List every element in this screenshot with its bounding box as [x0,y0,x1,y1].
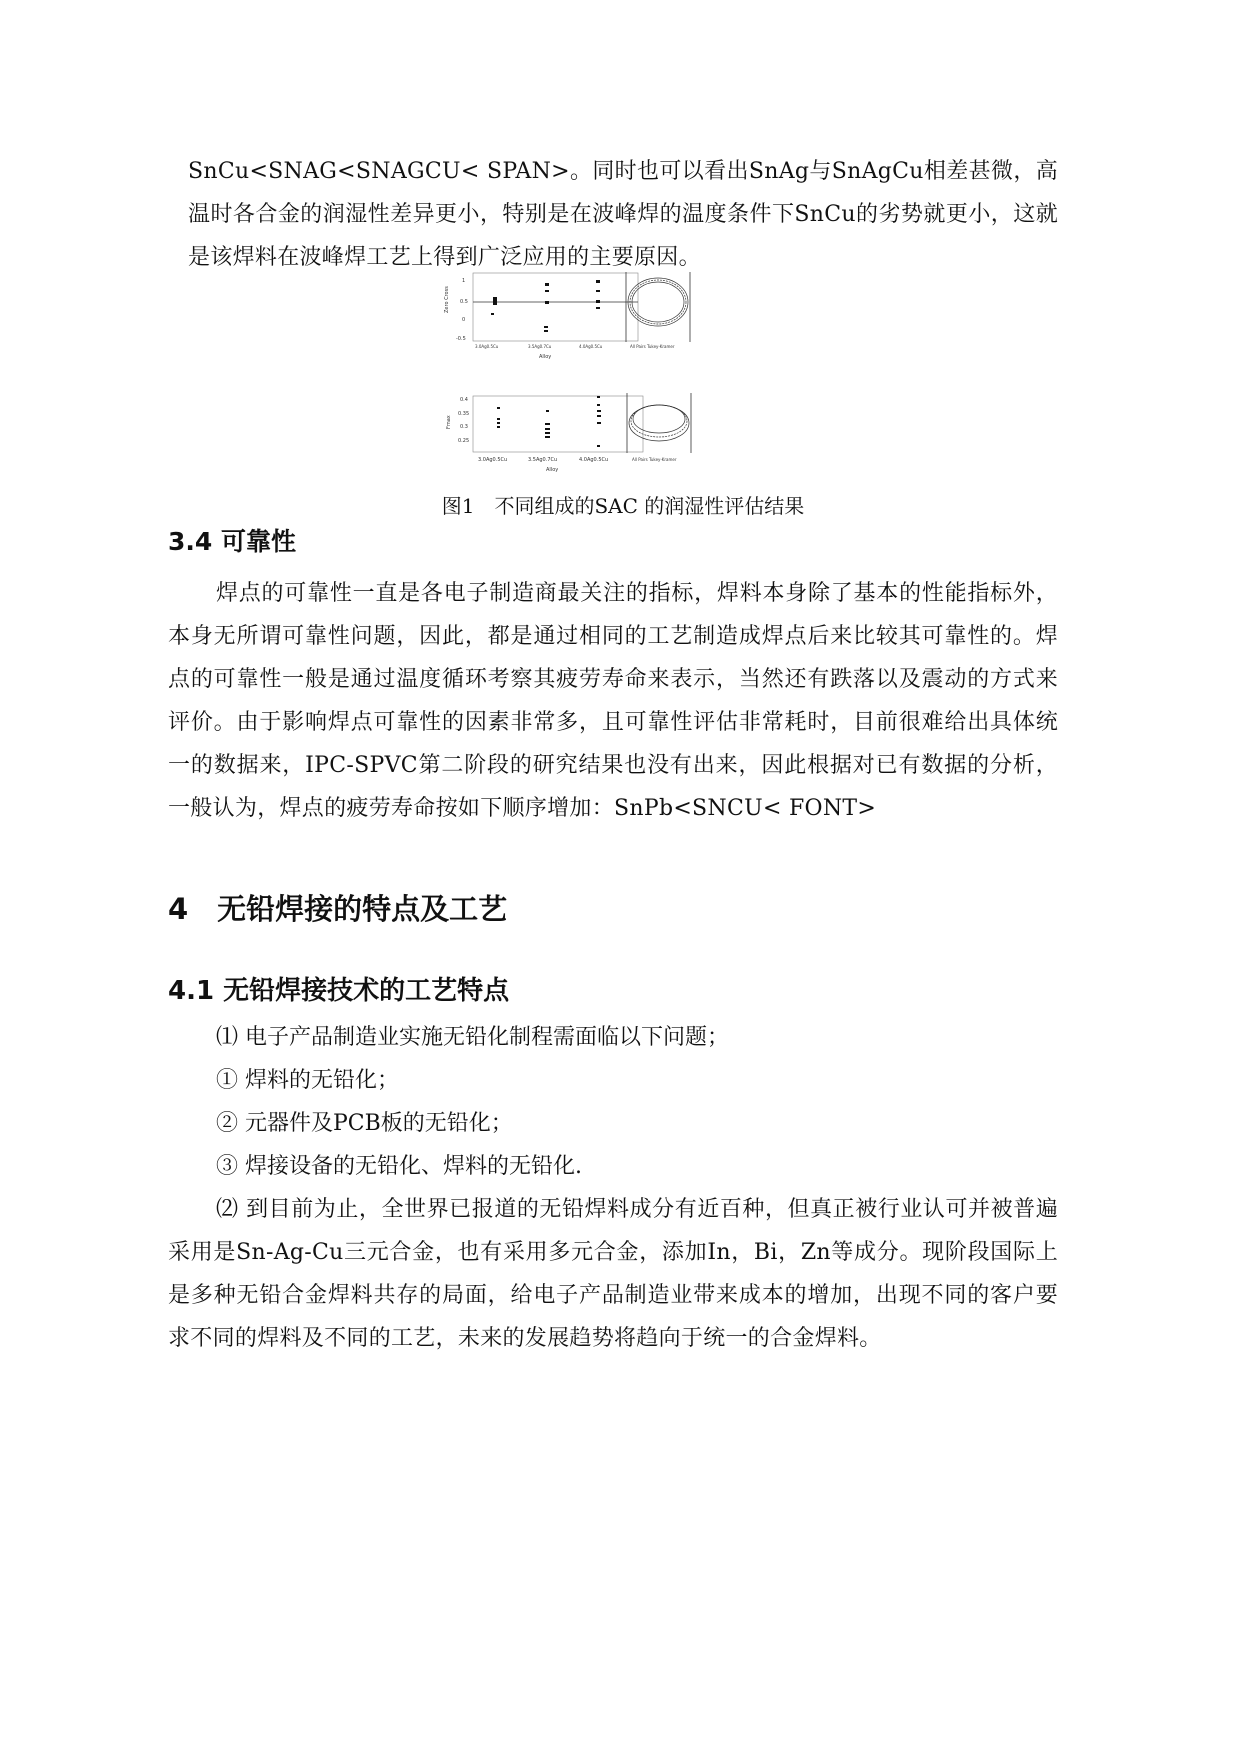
bottom-legend: All Pairs Tukey-Kramer [632,457,677,462]
bottom-ytick-3: 0.3 [460,424,468,430]
top-ylabel: Zero Cross [444,286,450,313]
top-point [544,326,548,328]
chart-bottom [188,391,1058,491]
bottom-point [545,423,550,425]
section-4-1-list [168,1016,1058,1360]
bottom-point [597,404,600,406]
top-xlabel: Alloy [539,354,552,360]
bottom-point [497,426,500,428]
intro-paragraph: SnCu<SNAG<SNAGCU< SPAN>。同时也可以看出SnAg与SnAgCu相差甚微，高温时各合金的润湿性差异更小，特别是在波峰焊的温度条件下SnCu的劣势就更小，这就是该焊料在波峰焊工艺上得到广泛应用的主要原因。 [188,159,1058,270]
bottom-category-1: 3.0Ag0.5Cu [478,457,508,463]
bottom-xlabel: Alloy [546,467,559,473]
top-comparison-circle [630,280,686,324]
bottom-point [597,422,601,424]
section-4-heading: 4 无铅焊接的特点及工艺 [168,892,508,926]
section-3-4-heading: 3.4 可靠性 [168,527,296,556]
list-subitem-1: ① 焊料的无铅化； [216,1068,399,1093]
top-ytick-3: 0 [462,317,466,323]
bottom-point [545,432,550,434]
list-subitem-3: ③ 焊接设备的无铅化、焊料的无铅化. [216,1154,582,1179]
top-point [545,301,549,304]
top-point [596,307,600,309]
bottom-comparison-circle [633,405,685,433]
top-category-2: 3.5Ag0.7Cu [528,344,552,349]
bottom-category-2: 3.5Ag0.7Cu [528,457,558,463]
top-point [596,290,600,292]
top-point [596,280,600,283]
bottom-point [597,415,601,417]
top-comparison-circle [632,282,684,322]
top-ytick-2: 0.5 [460,299,468,305]
top-plot-frame [473,273,638,341]
chart-top [188,268,1058,368]
bottom-point [545,428,550,430]
top-legend: All Pairs Tukey-Kramer [630,344,675,349]
top-point [545,283,549,286]
bottom-point [597,396,600,398]
top-point [544,330,548,332]
top-point [596,300,600,303]
bottom-point [546,410,549,412]
top-point [493,297,497,305]
figure-caption: 图1 不同组成的SAC 的润湿性评估结果 [441,494,805,518]
bottom-point [597,445,600,447]
top-category-1: 3.0Ag0.5Cu [475,344,499,349]
top-point [545,290,549,292]
list-item-2: ⑵ 到目前为止，全世界已报道的无铅焊料成分有近百种，但真正被行业认可并被普遍采用是Sn-Ag-Cu三元合金，也有采用多元合金，添加In，Bi，Zn等成分。现阶段国际上是多种无铅合金焊料共存的局面，给电子产品制造业带来成本的增加，出现不同的客户要求不同的焊料及不同的工艺，未来的发展趋势将趋向于统一的合金焊料。 [168,1197,1058,1351]
bottom-ylabel: Fmax [446,415,452,429]
bottom-point [597,410,601,412]
bottom-point [497,422,500,424]
bottom-point [497,407,500,409]
section-4-1-heading: 4.1 无铅焊接技术的工艺特点 [168,976,510,1006]
list-subitem-2: ② 元器件及PCB板的无铅化； [216,1111,513,1136]
bottom-ytick-2: 0.35 [458,411,470,417]
top-ytick-4: -0.5 [456,336,466,342]
top-ytick-1: 1 [462,278,466,284]
bottom-point [497,418,500,420]
list-item-1: ⑴ 电子产品制造业实施无铅化制程需面临以下问题； [216,1025,729,1050]
top-category-3: 4.0Ag0.5Cu [579,344,603,349]
top-point [491,313,494,315]
bottom-ytick-4: 0.25 [458,438,470,444]
section-3-4-paragraph: 焊点的可靠性一直是各电子制造商最关注的指标，焊料本身除了基本的性能指标外，本身无所谓可靠性问题，因此，都是通过相同的工艺制造成焊点后来比较其可靠性的。焊点的可靠性一般是通过温度循环考察其疲劳寿命来表示，当然还有跌落以及震动的方式来评价。由于影响焊点可靠性的因素非常多，且可靠性评估非常耗时，目前很难给出具体统一的数据来，IPC-SPVC第二阶段的研究结果也没有出来，因此根据对已有数据的分析，一般认为，焊点的疲劳寿命按如下顺序增加：SnPb<SNCU< FONT> [168,581,1058,821]
bottom-point [545,436,550,438]
bottom-ytick-1: 0.4 [460,397,468,403]
bottom-category-3: 4.0Ag0.5Cu [579,457,609,463]
